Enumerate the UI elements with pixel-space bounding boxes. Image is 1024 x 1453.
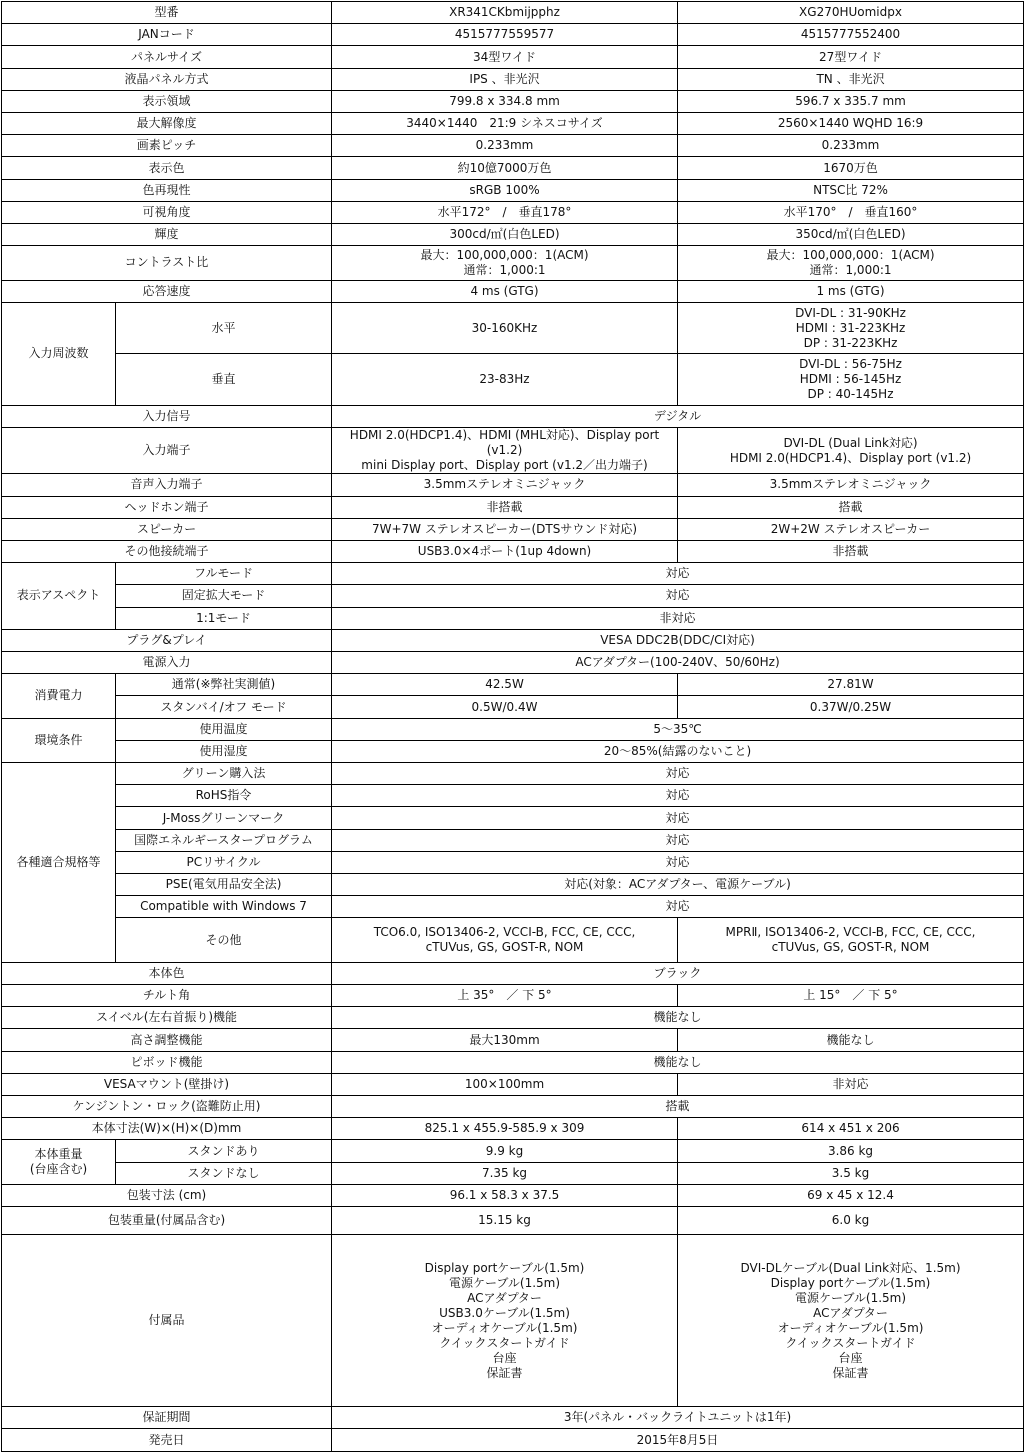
table-cell: 3.86 kg <box>678 1140 1024 1162</box>
table-cell: その他接続端子 <box>2 540 332 562</box>
table-cell: TCO6.0, ISO13406-2, VCCI-B, FCC, CE, CCC, cTUVus, GS, GOST-R, NOM <box>332 918 678 962</box>
table-row <box>2 1096 1024 1118</box>
table-cell: 型番 <box>2 2 332 24</box>
table-cell: プラグ&プレイ <box>2 629 332 651</box>
table-cell: 350cd/㎡(白色LED) <box>678 224 1024 246</box>
table-cell: XG270HUomidpx <box>678 2 1024 24</box>
table-row <box>2 224 1024 246</box>
table-cell: DVI-DLケーブル(Dual Link対応、1.5m) Display portケーブル(1.5m) 電源ケーブル(1.5m) ACアダプター オーディオケーブル(1.5m) クイックスタートガイド 台座 保証書 <box>678 1235 1024 1407</box>
table-row <box>2 540 1024 562</box>
table-row <box>2 518 1024 540</box>
table-cell: 799.8 x 334.8 mm <box>332 90 678 112</box>
table-row <box>2 918 1024 962</box>
table-cell: デジタル <box>332 405 1024 427</box>
table-row <box>2 113 1024 135</box>
table-row <box>2 302 1024 353</box>
table-cell: 4515777559577 <box>332 24 678 46</box>
table-row <box>2 874 1024 896</box>
table-cell: 100×100mm <box>332 1073 678 1095</box>
table-row <box>2 24 1024 46</box>
table-cell: ヘッドホン端子 <box>2 496 332 518</box>
table-cell: PSE(電気用品安全法) <box>116 874 332 896</box>
table-row <box>2 652 1024 674</box>
table-row <box>2 896 1024 918</box>
spec-table <box>1 1 1024 1452</box>
table-cell: 3年(パネル・バックライトユニットは1年) <box>332 1407 1024 1429</box>
table-row <box>2 280 1024 302</box>
table-cell: sRGB 100% <box>332 179 678 201</box>
table-cell: 69 x 45 x 12.4 <box>678 1184 1024 1206</box>
table-cell: 可視角度 <box>2 201 332 223</box>
table-cell: 300cd/㎡(白色LED) <box>332 224 678 246</box>
table-cell: 表示領域 <box>2 90 332 112</box>
table-cell: 0.5W/0.4W <box>332 696 678 718</box>
table-row <box>2 1029 1024 1051</box>
table-row <box>2 563 1024 585</box>
table-cell: 最大：100,000,000：1(ACM) 通常：1,000:1 <box>678 246 1024 280</box>
table-cell: 水平172° / 垂直178° <box>332 201 678 223</box>
table-row <box>2 1407 1024 1429</box>
table-cell: ACアダプター(100-240V、50/60Hz) <box>332 652 1024 674</box>
table-cell: 2560×1440 WQHD 16:9 <box>678 113 1024 135</box>
table-row <box>2 674 1024 696</box>
table-cell: 対応 <box>332 763 1024 785</box>
table-cell: 保証期間 <box>2 1407 332 1429</box>
table-cell: MPRⅡ, ISO13406-2, VCCI-B, FCC, CE, CCC, cTUVus, GS, GOST-R, NOM <box>678 918 1024 962</box>
table-cell: 表示アスペクト <box>2 563 116 630</box>
table-row <box>2 851 1024 873</box>
table-cell: 機能なし <box>678 1029 1024 1051</box>
table-cell: 30-160KHz <box>332 302 678 353</box>
table-cell: 非搭載 <box>678 540 1024 562</box>
table-row <box>2 696 1024 718</box>
table-row <box>2 985 1024 1007</box>
table-cell: 4515777552400 <box>678 24 1024 46</box>
table-cell: 7.35 kg <box>332 1162 678 1184</box>
table-cell: 最大解像度 <box>2 113 332 135</box>
table-cell: 包装寸法 (cm) <box>2 1184 332 1206</box>
table-cell: スタンドあり <box>116 1140 332 1162</box>
table-cell: 対応 <box>332 785 1024 807</box>
table-cell: 1:1モード <box>116 607 332 629</box>
table-row <box>2 1162 1024 1184</box>
table-cell: 高さ調整機能 <box>2 1029 332 1051</box>
table-cell: 34型ワイド <box>332 46 678 68</box>
table-cell: ピボッド機能 <box>2 1051 332 1073</box>
spec-table-body <box>2 2 1024 1452</box>
table-cell: 1670万色 <box>678 157 1024 179</box>
table-cell: 搭載 <box>332 1096 1024 1118</box>
table-cell: 機能なし <box>332 1051 1024 1073</box>
table-row <box>2 1073 1024 1095</box>
table-cell: DVI-DL : 56-75Hz HDMI : 56-145Hz DP : 40-145Hz <box>678 354 1024 405</box>
table-cell: 水平170° / 垂直160° <box>678 201 1024 223</box>
table-cell: Display portケーブル(1.5m) 電源ケーブル(1.5m) ACアダプター USB3.0ケーブル(1.5m) オーディオケーブル(1.5m) クイックスタートガイド 台座 保証書 <box>332 1235 678 1407</box>
table-cell: 入力端子 <box>2 427 332 473</box>
table-row <box>2 68 1024 90</box>
table-row <box>2 1429 1024 1452</box>
table-cell: 対応 <box>332 807 1024 829</box>
table-cell: 使用湿度 <box>116 740 332 762</box>
table-cell: コントラスト比 <box>2 246 332 280</box>
table-cell: チルト角 <box>2 985 332 1007</box>
table-row <box>2 629 1024 651</box>
table-cell: 2015年8月5日 <box>332 1429 1024 1452</box>
table-cell: 本体色 <box>2 962 332 984</box>
table-cell: 水平 <box>116 302 332 353</box>
table-row <box>2 1051 1024 1073</box>
table-cell: J-Mossグリーンマーク <box>116 807 332 829</box>
table-row <box>2 1207 1024 1235</box>
table-cell: 入力周波数 <box>2 302 116 405</box>
table-cell: RoHS指令 <box>116 785 332 807</box>
table-row <box>2 962 1024 984</box>
table-cell: 23-83Hz <box>332 354 678 405</box>
table-cell: 3.5mmステレオミニジャック <box>678 474 1024 496</box>
table-cell: 0.233mm <box>332 135 678 157</box>
table-cell: JANコード <box>2 24 332 46</box>
table-cell: 15.15 kg <box>332 1207 678 1235</box>
table-cell: IPS 、非光沢 <box>332 68 678 90</box>
table-cell: 電源入力 <box>2 652 332 674</box>
table-row <box>2 718 1024 740</box>
table-cell: 対応 <box>332 563 1024 585</box>
table-cell: 27型ワイド <box>678 46 1024 68</box>
table-cell: 搭載 <box>678 496 1024 518</box>
table-cell: 7W+7W ステレオスピーカー(DTSサウンド対応) <box>332 518 678 540</box>
table-cell: 非対応 <box>332 607 1024 629</box>
table-cell: VESAマウント(壁掛け) <box>2 1073 332 1095</box>
table-cell: 9.9 kg <box>332 1140 678 1162</box>
table-row <box>2 1118 1024 1140</box>
table-cell: グリーン購入法 <box>116 763 332 785</box>
table-cell: 約10億7000万色 <box>332 157 678 179</box>
table-cell: 通常(※弊社実測値) <box>116 674 332 696</box>
table-cell: フルモード <box>116 563 332 585</box>
table-cell: 機能なし <box>332 1007 1024 1029</box>
table-cell: 対応 <box>332 829 1024 851</box>
table-cell: 固定拡大モード <box>116 585 332 607</box>
table-cell: 上 15° ／ 下 5° <box>678 985 1024 1007</box>
table-row <box>2 763 1024 785</box>
table-row <box>2 1235 1024 1407</box>
table-cell: その他 <box>116 918 332 962</box>
table-cell: 96.1 x 58.3 x 37.5 <box>332 1184 678 1206</box>
table-cell: 本体重量 (台座含む) <box>2 1140 116 1184</box>
table-row <box>2 785 1024 807</box>
table-cell: 対応 <box>332 585 1024 607</box>
table-cell: 42.5W <box>332 674 678 696</box>
table-cell: 消費電力 <box>2 674 116 718</box>
table-cell: 応答速度 <box>2 280 332 302</box>
table-cell: 色再現性 <box>2 179 332 201</box>
table-row <box>2 354 1024 405</box>
table-cell: スタンドなし <box>116 1162 332 1184</box>
table-cell: 非対応 <box>678 1073 1024 1095</box>
table-cell: 3440×1440 21:9 シネスコサイズ <box>332 113 678 135</box>
table-row <box>2 1184 1024 1206</box>
table-row <box>2 157 1024 179</box>
table-cell: HDMI 2.0(HDCP1.4)、HDMI (MHL対応)、Display port (v1.2) mini Display port、Display port (v1.2／出力端子) <box>332 427 678 473</box>
table-cell: スイベル(左右首振り)機能 <box>2 1007 332 1029</box>
table-cell: 本体寸法(W)×(H)×(D)mm <box>2 1118 332 1140</box>
table-cell: 3.5 kg <box>678 1162 1024 1184</box>
table-row <box>2 46 1024 68</box>
table-cell: NTSC比 72% <box>678 179 1024 201</box>
table-cell: 包装重量(付属品含む) <box>2 1207 332 1235</box>
table-row <box>2 246 1024 280</box>
table-cell: 付属品 <box>2 1235 332 1407</box>
table-cell: 最大130mm <box>332 1029 678 1051</box>
table-row <box>2 1007 1024 1029</box>
table-cell: 6.0 kg <box>678 1207 1024 1235</box>
table-cell: 各種適合規格等 <box>2 763 116 963</box>
table-cell: 1 ms (GTG) <box>678 280 1024 302</box>
table-cell: 輝度 <box>2 224 332 246</box>
table-row <box>2 427 1024 473</box>
table-cell: 4 ms (GTG) <box>332 280 678 302</box>
table-cell: 上 35° ／ 下 5° <box>332 985 678 1007</box>
table-cell: パネルサイズ <box>2 46 332 68</box>
table-cell: 825.1 x 455.9-585.9 x 309 <box>332 1118 678 1140</box>
table-cell: ブラック <box>332 962 1024 984</box>
table-cell: VESA DDC2B(DDC/CI対応) <box>332 629 1024 651</box>
table-cell: 音声入力端子 <box>2 474 332 496</box>
table-cell: 0.37W/0.25W <box>678 696 1024 718</box>
table-row <box>2 607 1024 629</box>
table-cell: XR341CKbmijpphz <box>332 2 678 24</box>
table-row <box>2 496 1024 518</box>
table-cell: 対応 <box>332 851 1024 873</box>
table-row <box>2 740 1024 762</box>
table-cell: USB3.0×4ポート(1up 4down) <box>332 540 678 562</box>
table-cell: 画素ピッチ <box>2 135 332 157</box>
table-cell: 垂直 <box>116 354 332 405</box>
table-row <box>2 1140 1024 1162</box>
table-cell: TN 、非光沢 <box>678 68 1024 90</box>
table-cell: 使用温度 <box>116 718 332 740</box>
table-cell: 596.7 x 335.7 mm <box>678 90 1024 112</box>
table-cell: 5～35℃ <box>332 718 1024 740</box>
table-cell: スタンバイ/オフ モード <box>116 696 332 718</box>
table-cell: 3.5mmステレオミニジャック <box>332 474 678 496</box>
table-cell: DVI-DL (Dual Link対応) HDMI 2.0(HDCP1.4)、Display port (v1.2) <box>678 427 1024 473</box>
table-cell: 2W+2W ステレオスピーカー <box>678 518 1024 540</box>
table-cell: 最大：100,000,000：1(ACM) 通常：1,000:1 <box>332 246 678 280</box>
table-row <box>2 474 1024 496</box>
table-cell: スピーカー <box>2 518 332 540</box>
table-row <box>2 585 1024 607</box>
table-cell: 表示色 <box>2 157 332 179</box>
table-cell: 614 x 451 x 206 <box>678 1118 1024 1140</box>
table-cell: PCリサイクル <box>116 851 332 873</box>
table-cell: 液晶パネル方式 <box>2 68 332 90</box>
table-cell: 入力信号 <box>2 405 332 427</box>
table-cell: Compatible with Windows 7 <box>116 896 332 918</box>
table-row <box>2 2 1024 24</box>
table-cell: 0.233mm <box>678 135 1024 157</box>
table-cell: 27.81W <box>678 674 1024 696</box>
table-cell: 対応 <box>332 896 1024 918</box>
table-row <box>2 807 1024 829</box>
table-cell: 発売日 <box>2 1429 332 1452</box>
table-row <box>2 405 1024 427</box>
table-row <box>2 179 1024 201</box>
table-cell: 20～85%(結露のないこと) <box>332 740 1024 762</box>
table-row <box>2 201 1024 223</box>
table-row <box>2 135 1024 157</box>
table-cell: 対応(対象：ACアダプター、電源ケーブル) <box>332 874 1024 896</box>
table-cell: DVI-DL : 31-90KHz HDMI : 31-223KHz DP : 31-223KHz <box>678 302 1024 353</box>
table-cell: ケンジントン・ロック(盗難防止用) <box>2 1096 332 1118</box>
table-cell: 非搭載 <box>332 496 678 518</box>
table-cell: 国際エネルギースタープログラム <box>116 829 332 851</box>
table-row <box>2 829 1024 851</box>
table-row <box>2 90 1024 112</box>
table-cell: 環境条件 <box>2 718 116 762</box>
